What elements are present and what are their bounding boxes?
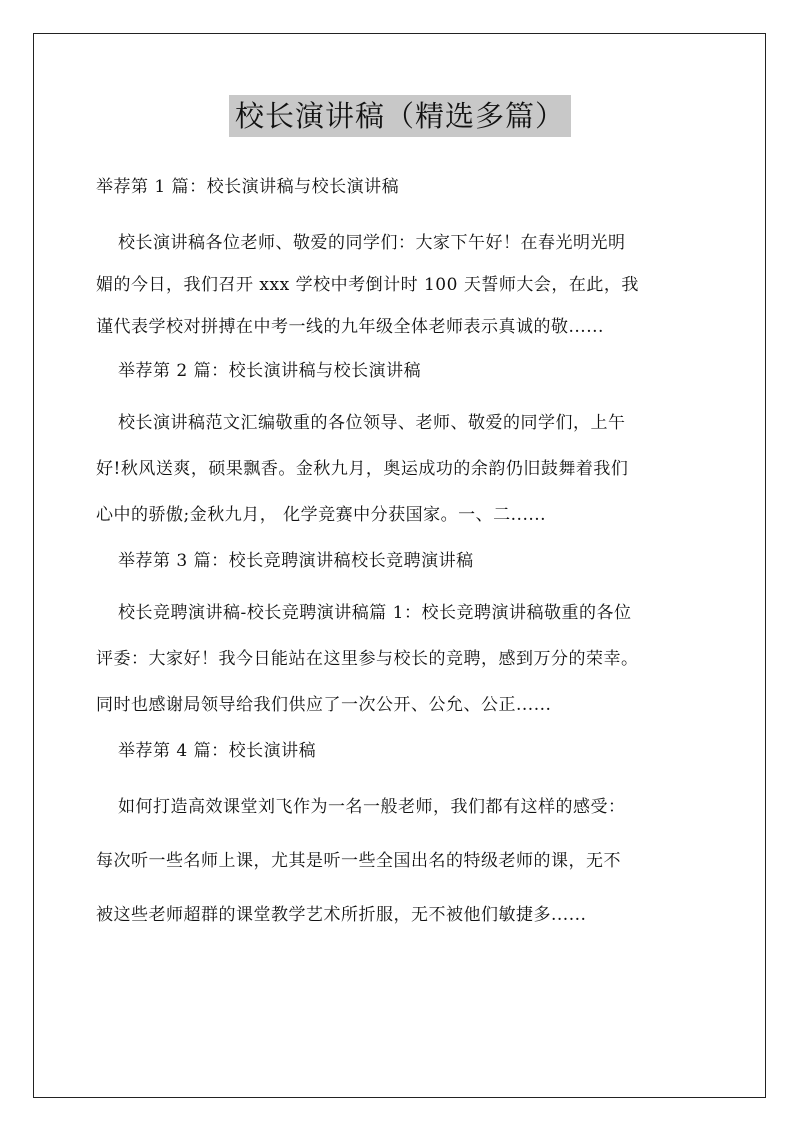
- paragraph-line: 同时也感谢局领导给我们供应了一次公开、公允、公正......: [96, 695, 552, 715]
- section-heading: 举荐第 4 篇：校长演讲稿: [118, 741, 317, 761]
- paragraph-line: 被这些老师超群的课堂教学艺术所折服，无不被他们敏捷多......: [96, 905, 587, 925]
- paragraph-line: 每次听一些名师上课，尤其是听一些全国出名的特级老师的课，无不: [96, 851, 621, 871]
- section-heading: 举荐第 3 篇：校长竞聘演讲稿校长竞聘演讲稿: [118, 551, 474, 571]
- paragraph-line: 校长演讲稿范文汇编敬重的各位领导、老师、敬爱的同学们，上午: [118, 413, 626, 433]
- document-title: 校长演讲稿（精选多篇）: [229, 95, 571, 137]
- paragraph-line: 媚的今日，我们召开 xxx 学校中考倒计时 100 天誓师大会，在此，我: [96, 275, 639, 295]
- paragraph-line: 如何打造高效课堂刘飞作为一名一般老师，我们都有这样的感受：: [118, 797, 626, 817]
- document-body: [96, 170, 708, 942]
- paragraph-line: 校长竞聘演讲稿-校长竞聘演讲稿篇 1：校长竞聘演讲稿敬重的各位: [118, 603, 632, 623]
- paragraph-line: 好!秋风送爽，硕果飘香。金秋九月，奥运成功的余韵仍旧鼓舞着我们: [96, 459, 629, 479]
- paragraph-line: 校长演讲稿各位老师、敬爱的同学们：大家下午好！在春光明光明: [118, 233, 626, 253]
- paragraph-line: 评委：大家好！我今日能站在这里参与校长的竞聘，感到万分的荣幸。: [96, 649, 639, 669]
- section-heading: 举荐第 2 篇：校长演讲稿与校长演讲稿: [118, 361, 422, 381]
- paragraph-line: 谨代表学校对拼搏在中考一线的九年级全体老师表示真诚的敬......: [96, 317, 604, 337]
- section-heading: 举荐第 1 篇：校长演讲稿与校长演讲稿: [96, 177, 400, 197]
- title-container: [0, 95, 800, 137]
- paragraph-line: 心中的骄傲;金秋九月， 化学竞赛中分获国家。一、二......: [96, 505, 547, 525]
